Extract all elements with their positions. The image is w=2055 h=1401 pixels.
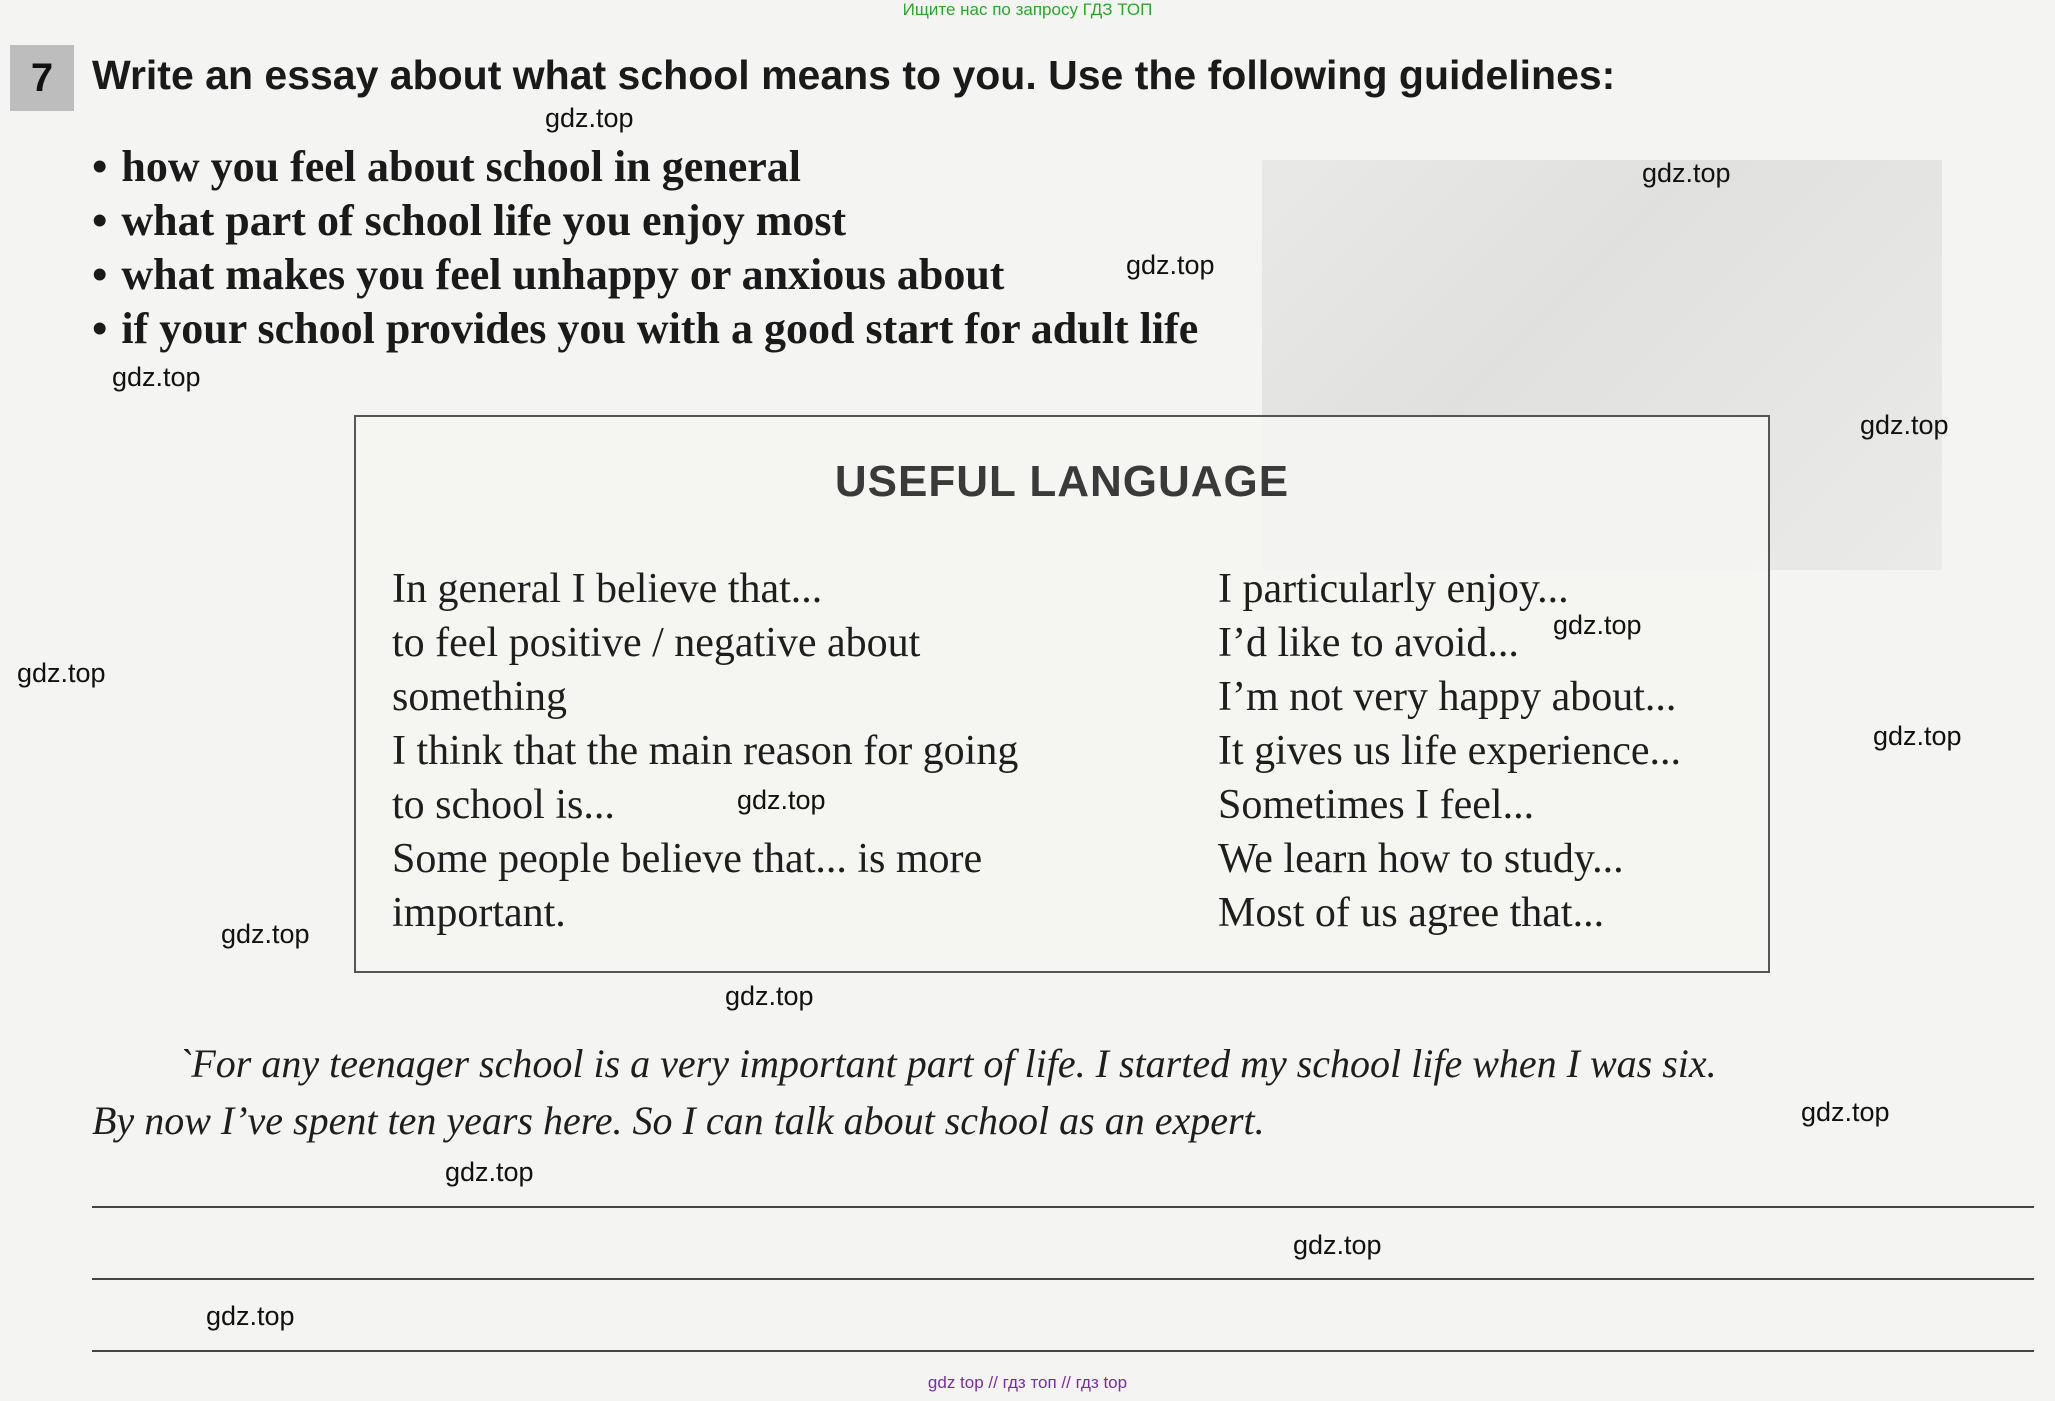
watermark: gdz.top [206,1301,295,1331]
useful-language-left-column [392,562,1018,940]
phrase: I think that the main reason for going [392,728,1019,774]
useful-language-heading: USEFUL LANGUAGE [834,457,1290,506]
phrase: It gives us life experience... [1218,728,1681,774]
watermark: gdz.top [1873,721,1962,751]
guideline-item: • what part of school life you enjoy most [92,194,1198,248]
phrase: Sometimes I feel... [1218,782,1535,828]
sample-line-1: `For any teenager school is a very important part of life. I started my school life when I was six. [178,1041,1717,1086]
phrase: I particularly enjoy... [1218,566,1569,612]
phrase: I’d like to avoid... [1218,620,1519,666]
watermark: gdz.top [17,658,106,688]
watermark: gdz.top [545,103,634,133]
phrase: We learn how to study... [1218,836,1624,882]
phrase: Some people believe that... is more [392,836,983,882]
watermark: gdz.top [1642,158,1731,188]
phrase: I’m not very happy about... [1218,674,1677,720]
guideline-item: • if your school provides you with a good start for adult life [92,302,1198,356]
phrase: something [392,674,567,720]
phrase: to school is... [392,782,615,828]
useful-language-box [354,415,1770,973]
guideline-item: • how you feel about school in general [92,140,1198,194]
phrase: In general I believe that... [392,566,823,612]
phrase: to feel positive / negative about [392,620,921,666]
watermark: gdz.top [221,919,310,949]
watermark: gdz.top [1801,1097,1890,1127]
guidelines-list [92,140,1198,356]
watermark: gdz.top [112,362,201,392]
task-number-badge: 7 [10,45,74,111]
phrase: Most of us agree that... [1218,890,1605,936]
footer-link[interactable]: gdz top // гдз топ // гдз top [927,1373,1128,1392]
watermark: gdz.top [1126,250,1215,280]
guideline-item: • what makes you feel unhappy or anxious about [92,248,1198,302]
header-link[interactable]: Ищите нас по запросу ГДЗ ТОП [902,0,1153,19]
watermark: gdz.top [737,785,826,815]
watermark: gdz.top [1293,1230,1382,1260]
answer-line[interactable] [92,1278,2034,1280]
task-title: Write an essay about what school means to you. Use the following guidelines: [92,52,1616,98]
sample-essay-opening [92,1035,2022,1149]
watermark: gdz.top [725,981,814,1011]
answer-line[interactable] [92,1206,2034,1208]
watermark: gdz.top [1553,610,1642,640]
answer-line[interactable] [92,1350,2034,1352]
phrase: important. [392,890,566,936]
sample-line-2: By now I’ve spent ten years here. So I can talk about school as an expert. [92,1098,1265,1143]
watermark: gdz.top [1860,410,1949,440]
watermark: gdz.top [445,1157,534,1187]
